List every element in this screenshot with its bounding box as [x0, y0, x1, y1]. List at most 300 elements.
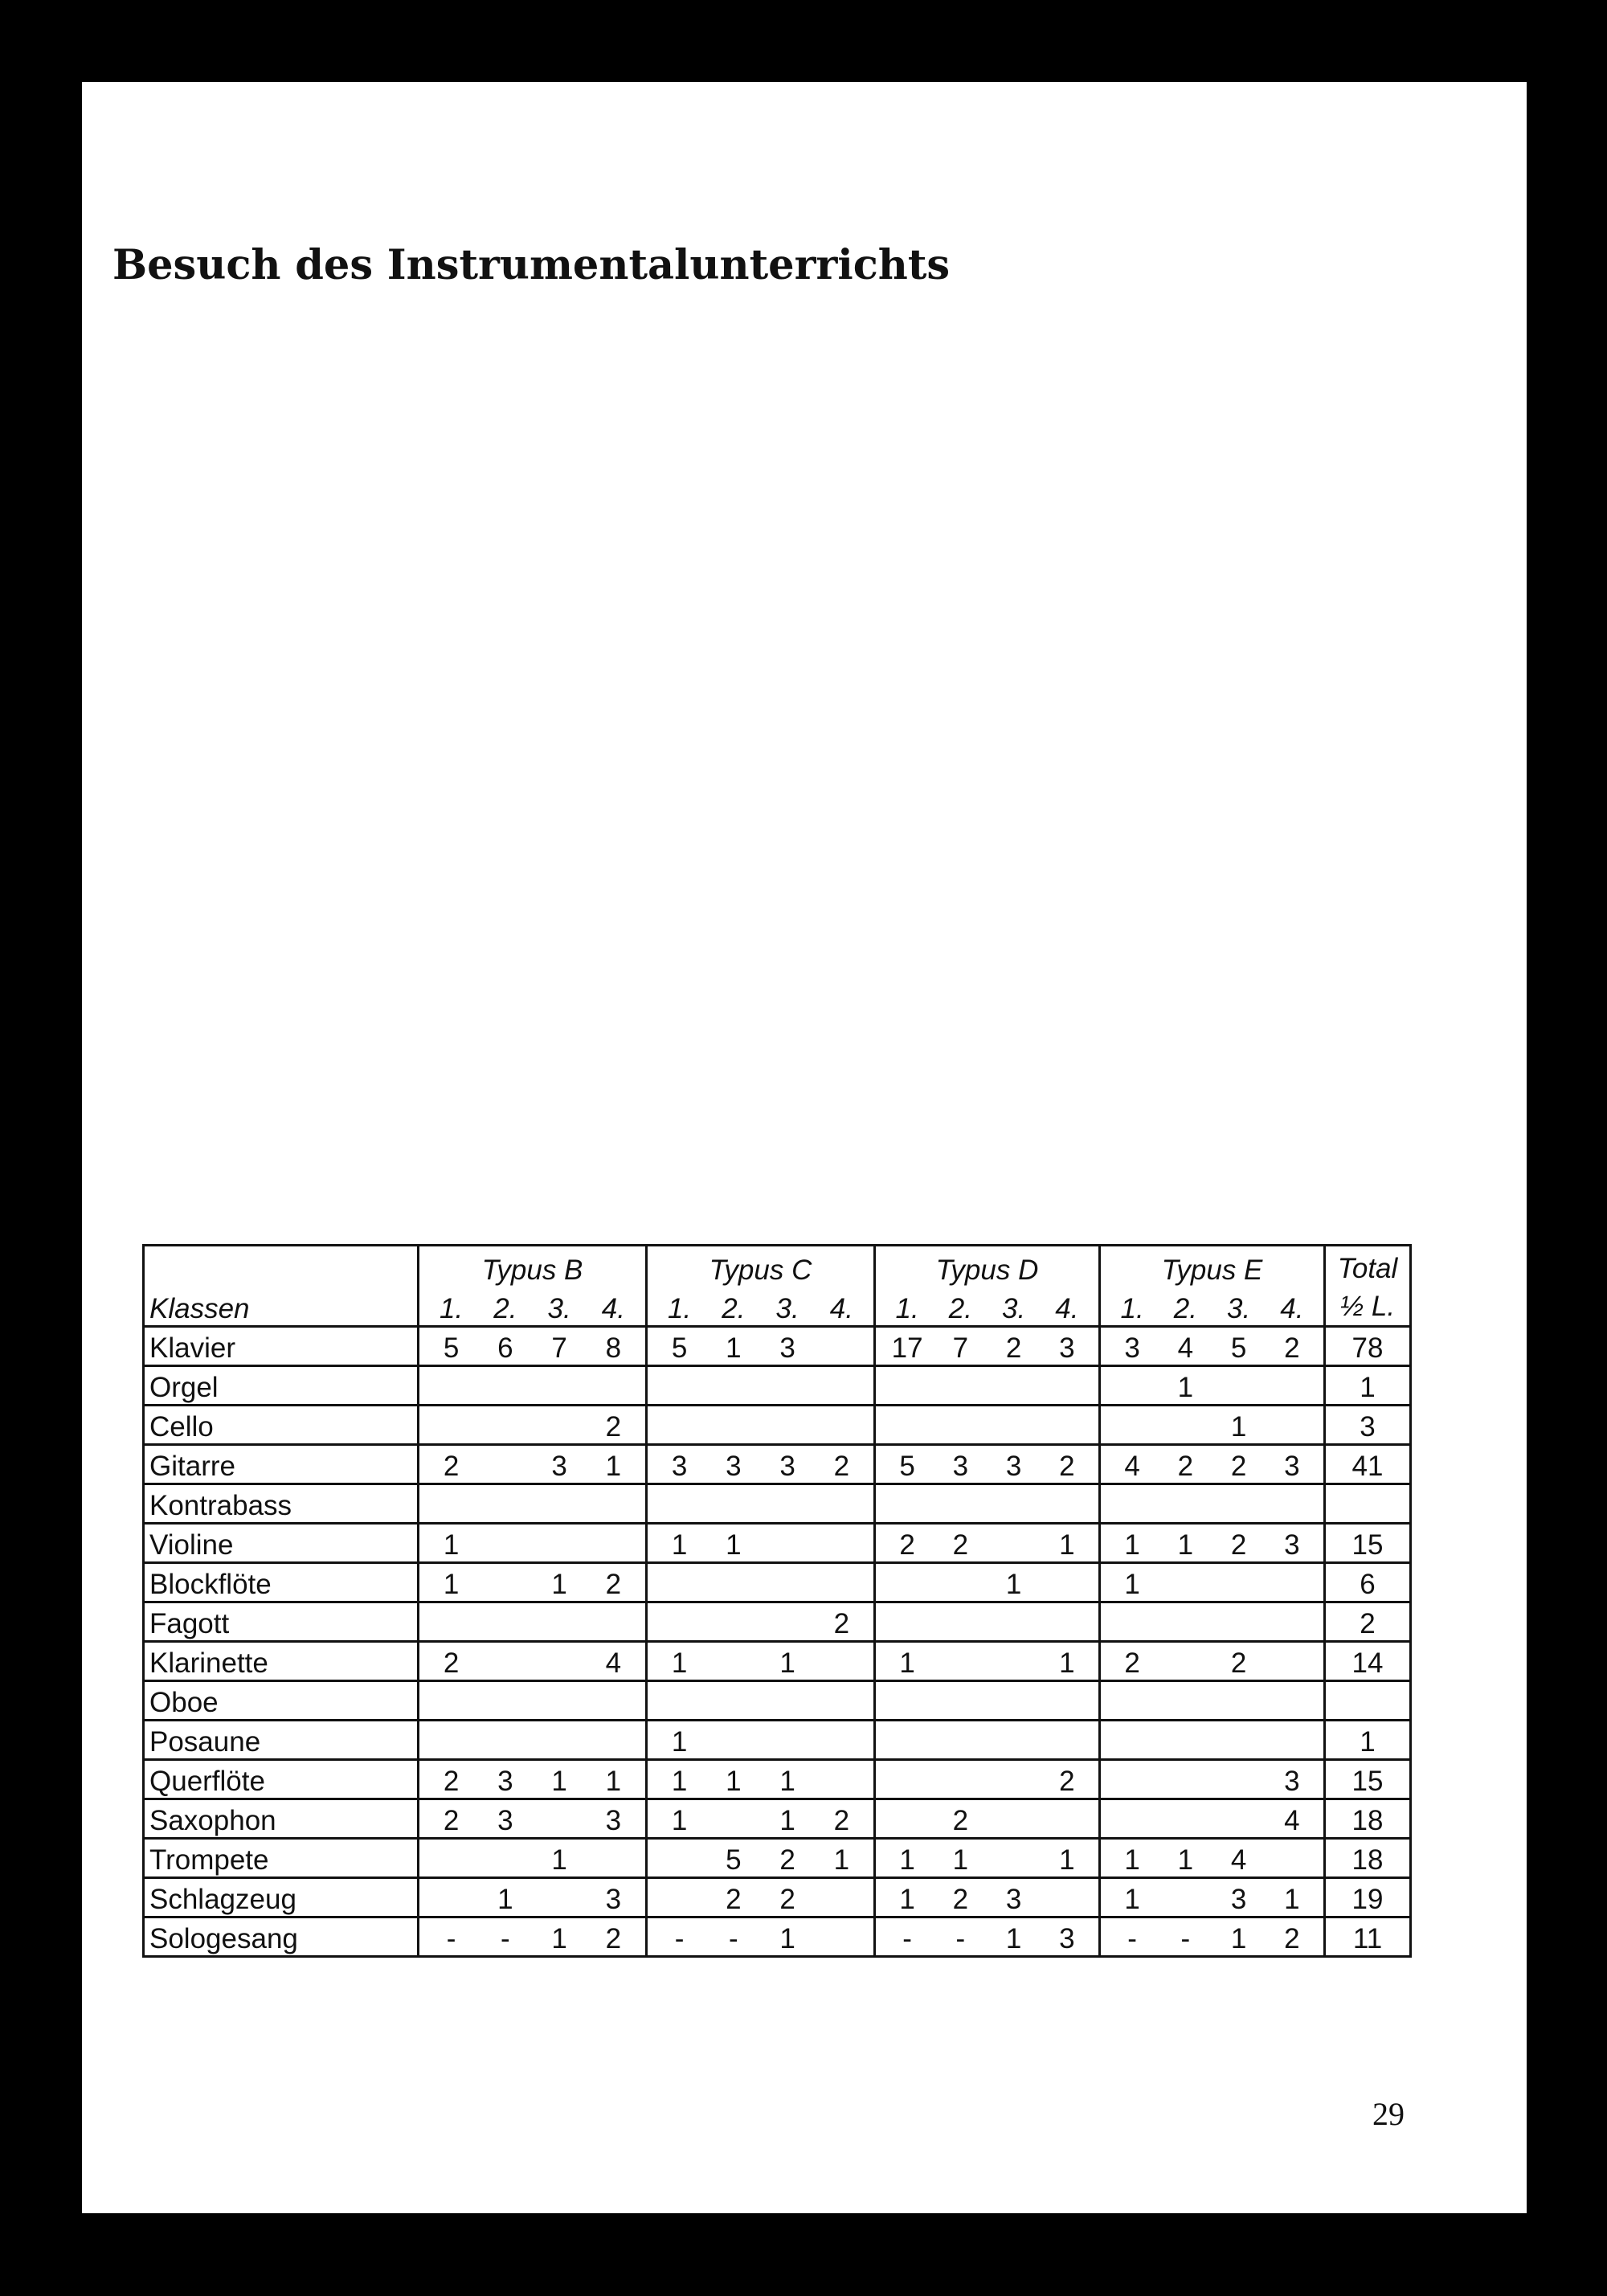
group-header-d — [875, 1246, 1100, 1327]
value-cell: 1 — [671, 1726, 688, 1758]
group-cell — [419, 1406, 647, 1445]
group-cell — [647, 1642, 875, 1681]
value-cell — [1212, 1805, 1266, 1837]
group-cell — [419, 1484, 647, 1524]
group-cell — [419, 1760, 647, 1799]
value-cell — [881, 1569, 934, 1601]
group-cell — [419, 1799, 647, 1839]
group-title: Typus C — [709, 1254, 812, 1286]
value-cell: 1 — [779, 1805, 795, 1836]
value-cell — [478, 1647, 532, 1680]
value-cell: 1 — [671, 1766, 688, 1797]
group-cell — [875, 1878, 1100, 1917]
value-cell — [1212, 1372, 1266, 1404]
group-cell — [647, 1524, 875, 1563]
group-cell — [419, 1721, 647, 1760]
value-cell — [815, 1726, 869, 1758]
value-cell — [1159, 1805, 1212, 1837]
value-cell: 1 — [726, 1332, 742, 1364]
value-cell — [761, 1529, 815, 1561]
value-cell: 1 — [779, 1923, 795, 1954]
value-cell: 2 — [605, 1411, 622, 1443]
group-cell — [1100, 1366, 1325, 1406]
value-cell: 1 — [1177, 1372, 1194, 1403]
value-cell — [1266, 1411, 1319, 1443]
value-cell — [1159, 1884, 1212, 1916]
value-cell — [988, 1805, 1041, 1837]
value-cell: - — [1180, 1923, 1191, 1954]
sub-label: 3. — [1227, 1293, 1251, 1324]
group-cell — [419, 1642, 647, 1681]
group-cell — [419, 1602, 647, 1642]
value-cell — [881, 1766, 934, 1798]
value-cell: 2 — [899, 1529, 915, 1561]
instrument-name: Saxophon — [144, 1799, 419, 1839]
value-cell: 17 — [891, 1332, 923, 1364]
value-cell: 3 — [779, 1332, 795, 1364]
value-cell: 2 — [833, 1805, 850, 1836]
value-cell: 1 — [833, 1844, 850, 1876]
total-cell — [1325, 1484, 1411, 1524]
sub-label: 3. — [547, 1293, 571, 1324]
value-cell — [652, 1608, 706, 1640]
group-cell — [1100, 1524, 1325, 1563]
group-cell — [1100, 1917, 1325, 1957]
group-cell — [647, 1681, 875, 1721]
value-cell — [1106, 1766, 1159, 1798]
table-row — [144, 1839, 1411, 1878]
group-cell — [1100, 1484, 1325, 1524]
value-cell: 1 — [899, 1884, 915, 1915]
value-cell — [1266, 1647, 1319, 1680]
value-cell — [587, 1844, 640, 1876]
value-cell: 5 — [671, 1332, 688, 1364]
group-cell — [647, 1799, 875, 1839]
value-cell — [1266, 1844, 1319, 1876]
group-cell — [419, 1366, 647, 1406]
sub-label: 4. — [1280, 1293, 1304, 1324]
instrument-name: Trompete — [144, 1839, 419, 1878]
value-cell: 2 — [443, 1647, 460, 1679]
value-cell — [815, 1647, 869, 1680]
group-cell — [419, 1917, 647, 1957]
value-cell — [761, 1608, 815, 1640]
value-cell — [587, 1529, 640, 1561]
value-cell: 1 — [443, 1569, 460, 1600]
value-cell — [1159, 1411, 1212, 1443]
value-cell — [1106, 1805, 1159, 1837]
group-cell — [875, 1917, 1100, 1957]
group-cell — [1100, 1721, 1325, 1760]
total-header — [1325, 1246, 1411, 1327]
value-cell: 2 — [779, 1884, 795, 1915]
value-cell: 2 — [779, 1844, 795, 1876]
value-cell — [988, 1647, 1041, 1680]
value-cell: - — [446, 1923, 456, 1954]
value-cell: 1 — [671, 1805, 688, 1836]
total-cell: 18 — [1325, 1799, 1411, 1839]
value-cell: - — [902, 1923, 912, 1954]
value-cell: 8 — [605, 1332, 622, 1364]
group-cell — [419, 1839, 647, 1878]
value-cell — [1212, 1569, 1266, 1601]
value-cell: 1 — [1124, 1884, 1140, 1915]
value-cell — [881, 1805, 934, 1837]
group-cell — [875, 1681, 1100, 1721]
instrument-name: Orgel — [144, 1366, 419, 1406]
table-row — [144, 1917, 1411, 1957]
value-cell: 2 — [605, 1569, 622, 1600]
total-cell — [1325, 1681, 1411, 1721]
value-cell: 1 — [671, 1647, 688, 1679]
group-title: Typus B — [481, 1254, 583, 1286]
value-cell — [706, 1805, 760, 1837]
sub-label: 1. — [895, 1293, 919, 1324]
value-cell: 3 — [671, 1451, 688, 1482]
value-cell — [815, 1766, 869, 1798]
value-cell — [1266, 1372, 1319, 1404]
instrument-name: Klavier — [144, 1327, 419, 1366]
value-cell: 2 — [1059, 1451, 1075, 1482]
group-cell — [1100, 1642, 1325, 1681]
total-cell: 2 — [1325, 1602, 1411, 1642]
table-row — [144, 1681, 1411, 1721]
total-cell: 15 — [1325, 1760, 1411, 1799]
table-row — [144, 1406, 1411, 1445]
group-cell — [1100, 1760, 1325, 1799]
group-cell — [875, 1445, 1100, 1484]
group-cell — [647, 1839, 875, 1878]
group-cell — [647, 1878, 875, 1917]
total-cell: 15 — [1325, 1524, 1411, 1563]
value-cell — [706, 1726, 760, 1758]
total-cell: 78 — [1325, 1327, 1411, 1366]
table-row — [144, 1760, 1411, 1799]
value-cell — [533, 1529, 587, 1561]
group-cell — [1100, 1327, 1325, 1366]
value-cell — [424, 1884, 478, 1916]
value-cell — [1041, 1805, 1094, 1837]
value-cell: 1 — [726, 1529, 742, 1561]
value-cell: 2 — [1005, 1332, 1022, 1364]
value-cell — [533, 1805, 587, 1837]
value-cell: 3 — [726, 1451, 742, 1482]
value-cell: 1 — [1177, 1529, 1194, 1561]
value-cell: 1 — [497, 1884, 513, 1915]
group-cell — [875, 1642, 1100, 1681]
value-cell: 2 — [443, 1805, 460, 1836]
group-cell — [875, 1760, 1100, 1799]
table-row — [144, 1445, 1411, 1484]
group-cell — [419, 1327, 647, 1366]
value-cell: - — [1127, 1923, 1137, 1954]
group-cell — [647, 1917, 875, 1957]
value-cell — [706, 1608, 760, 1640]
value-cell: 3 — [605, 1884, 622, 1915]
value-cell: 1 — [779, 1647, 795, 1679]
value-cell: 1 — [551, 1844, 567, 1876]
value-cell: 2 — [1177, 1451, 1194, 1482]
group-cell — [875, 1524, 1100, 1563]
value-cell: 4 — [1124, 1451, 1140, 1482]
value-cell: 1 — [1230, 1411, 1247, 1443]
value-cell: 5 — [443, 1332, 460, 1364]
value-cell — [1159, 1647, 1212, 1680]
value-cell: 4 — [1230, 1844, 1247, 1876]
value-cell: 1 — [1177, 1844, 1194, 1876]
instrument-name: Posaune — [144, 1721, 419, 1760]
value-cell: 2 — [952, 1884, 969, 1915]
value-cell: 2 — [1124, 1647, 1140, 1679]
value-cell: 1 — [1005, 1569, 1022, 1600]
instrument-name: Oboe — [144, 1681, 419, 1721]
value-cell — [988, 1529, 1041, 1561]
group-cell — [647, 1366, 875, 1406]
value-cell: 3 — [779, 1451, 795, 1482]
table-row — [144, 1602, 1411, 1642]
group-header-b — [419, 1246, 647, 1327]
value-cell — [761, 1726, 815, 1758]
value-cell: 1 — [1124, 1529, 1140, 1561]
value-cell — [478, 1844, 532, 1876]
instrument-name: Schlagzeug — [144, 1878, 419, 1917]
value-cell: 3 — [1284, 1451, 1300, 1482]
value-cell: 1 — [1124, 1569, 1140, 1600]
value-cell: 3 — [1005, 1884, 1022, 1915]
value-cell — [815, 1884, 869, 1916]
group-header-e — [1100, 1246, 1325, 1327]
table-row — [144, 1642, 1411, 1681]
group-cell — [647, 1445, 875, 1484]
value-cell — [478, 1569, 532, 1601]
value-cell: 5 — [1230, 1332, 1247, 1364]
value-cell — [424, 1411, 478, 1443]
value-cell: 2 — [443, 1451, 460, 1482]
value-cell — [533, 1647, 587, 1680]
value-cell — [1266, 1569, 1319, 1601]
total-cell: 3 — [1325, 1406, 1411, 1445]
group-cell — [647, 1406, 875, 1445]
group-cell — [419, 1681, 647, 1721]
value-cell: 1 — [726, 1766, 742, 1797]
value-cell: 1 — [671, 1529, 688, 1561]
value-cell — [652, 1844, 706, 1876]
value-cell: - — [674, 1923, 685, 1954]
group-cell — [647, 1563, 875, 1602]
value-cell: 2 — [726, 1884, 742, 1915]
group-cell — [875, 1799, 1100, 1839]
sub-label: 2. — [722, 1293, 746, 1324]
value-cell: 2 — [605, 1923, 622, 1954]
group-cell — [875, 1366, 1100, 1406]
value-cell: 1 — [1230, 1923, 1247, 1954]
value-cell: 7 — [551, 1332, 567, 1364]
value-cell: 1 — [443, 1529, 460, 1561]
table-row — [144, 1799, 1411, 1839]
value-cell — [424, 1844, 478, 1876]
total-label: Total — [1337, 1252, 1398, 1284]
sub-label: 1. — [1120, 1293, 1144, 1324]
page-number: 29 — [1372, 2096, 1405, 2132]
value-cell — [815, 1923, 869, 1955]
value-cell: 2 — [833, 1451, 850, 1482]
value-cell: 2 — [1230, 1529, 1247, 1561]
value-cell — [478, 1529, 532, 1561]
total-cell: 14 — [1325, 1642, 1411, 1681]
instrument-name: Violine — [144, 1524, 419, 1563]
total-cell: 41 — [1325, 1445, 1411, 1484]
value-cell: 2 — [1230, 1647, 1247, 1679]
value-cell: 5 — [726, 1844, 742, 1876]
value-cell: 1 — [899, 1647, 915, 1679]
value-cell — [478, 1451, 532, 1483]
value-cell — [533, 1411, 587, 1443]
group-cell — [419, 1878, 647, 1917]
value-cell: 3 — [605, 1805, 622, 1836]
group-cell — [875, 1327, 1100, 1366]
value-cell: 1 — [605, 1766, 622, 1797]
table-row — [144, 1327, 1411, 1366]
table-row — [144, 1563, 1411, 1602]
group-cell — [647, 1327, 875, 1366]
instrument-name: Kontrabass — [144, 1484, 419, 1524]
group-cell — [419, 1445, 647, 1484]
value-cell — [1041, 1884, 1094, 1916]
instrument-name: Blockflöte — [144, 1563, 419, 1602]
klassen-header: Klassen — [144, 1246, 419, 1327]
value-cell: 4 — [1284, 1805, 1300, 1836]
value-cell: 5 — [899, 1451, 915, 1482]
instrument-name: Querflöte — [144, 1760, 419, 1799]
group-header-c — [647, 1246, 875, 1327]
value-cell: 1 — [605, 1451, 622, 1482]
value-cell: 1 — [1059, 1529, 1075, 1561]
value-cell: 1 — [551, 1766, 567, 1797]
value-cell — [815, 1529, 869, 1561]
value-cell — [988, 1766, 1041, 1798]
value-cell — [478, 1411, 532, 1443]
total-cell: 6 — [1325, 1563, 1411, 1602]
value-cell: - — [501, 1923, 510, 1954]
value-cell: 3 — [1284, 1529, 1300, 1561]
group-cell — [647, 1602, 875, 1642]
table-header-row — [144, 1246, 1411, 1327]
group-cell — [1100, 1878, 1325, 1917]
group-cell — [875, 1563, 1100, 1602]
group-title: Typus D — [935, 1254, 1039, 1286]
value-cell: - — [955, 1923, 966, 1954]
sub-label: 3. — [775, 1293, 799, 1324]
value-cell: - — [729, 1923, 738, 1954]
table-row — [144, 1524, 1411, 1563]
value-cell: 2 — [1284, 1923, 1300, 1954]
value-cell: 1 — [952, 1844, 969, 1876]
sub-label: 2. — [1173, 1293, 1197, 1324]
value-cell — [533, 1884, 587, 1916]
value-cell: 3 — [497, 1766, 513, 1797]
value-cell: 3 — [1230, 1884, 1247, 1915]
value-cell: 1 — [551, 1569, 567, 1600]
value-cell: 3 — [1124, 1332, 1140, 1364]
group-cell — [647, 1721, 875, 1760]
total-cell: 1 — [1325, 1721, 1411, 1760]
group-cell — [1100, 1681, 1325, 1721]
value-cell: 2 — [1284, 1332, 1300, 1364]
total-unit-label: ½ L. — [1339, 1290, 1396, 1322]
table-row — [144, 1878, 1411, 1917]
group-cell — [875, 1484, 1100, 1524]
instrument-name: Klarinette — [144, 1642, 419, 1681]
page-title: Besuch des Instrumentalunterrichts — [112, 241, 951, 289]
table-row — [144, 1721, 1411, 1760]
value-cell: 1 — [1059, 1647, 1075, 1679]
value-cell: 2 — [1059, 1766, 1075, 1797]
group-cell — [1100, 1799, 1325, 1839]
group-cell — [1100, 1563, 1325, 1602]
value-cell: 1 — [899, 1844, 915, 1876]
value-cell: 1 — [1005, 1923, 1022, 1954]
group-cell — [419, 1524, 647, 1563]
group-cell — [1100, 1445, 1325, 1484]
value-cell — [815, 1332, 869, 1365]
group-cell — [647, 1760, 875, 1799]
value-cell: 3 — [1059, 1332, 1075, 1364]
value-cell — [1159, 1569, 1212, 1601]
group-cell — [875, 1406, 1100, 1445]
group-title: Typus E — [1161, 1254, 1263, 1286]
instrument-name: Fagott — [144, 1602, 419, 1642]
value-cell: 1 — [1284, 1884, 1300, 1915]
value-cell: 2 — [952, 1529, 969, 1561]
value-cell — [1041, 1569, 1094, 1601]
value-cell: 2 — [443, 1766, 460, 1797]
instrument-table — [142, 1244, 1412, 1958]
value-cell — [988, 1844, 1041, 1876]
group-cell — [875, 1602, 1100, 1642]
sub-label: 4. — [829, 1293, 853, 1324]
total-cell: 1 — [1325, 1366, 1411, 1406]
sub-label: 4. — [601, 1293, 625, 1324]
total-cell: 11 — [1325, 1917, 1411, 1957]
value-cell — [934, 1569, 987, 1601]
value-cell: 3 — [497, 1805, 513, 1836]
group-cell — [1100, 1839, 1325, 1878]
group-cell — [647, 1484, 875, 1524]
value-cell: 1 — [1124, 1844, 1140, 1876]
sub-label: 1. — [668, 1293, 692, 1324]
sub-label: 3. — [1002, 1293, 1026, 1324]
value-cell: 2 — [952, 1805, 969, 1836]
sub-label: 4. — [1055, 1293, 1079, 1324]
value-cell: 3 — [952, 1451, 969, 1482]
instrument-name: Gitarre — [144, 1445, 419, 1484]
total-cell: 19 — [1325, 1878, 1411, 1917]
total-cell: 18 — [1325, 1839, 1411, 1878]
sub-label: 2. — [493, 1293, 517, 1324]
value-cell: 3 — [551, 1451, 567, 1482]
value-cell: 3 — [1284, 1766, 1300, 1797]
group-cell — [1100, 1602, 1325, 1642]
group-cell — [875, 1721, 1100, 1760]
group-cell — [1100, 1406, 1325, 1445]
instrument-name: Sologesang — [144, 1917, 419, 1957]
value-cell: 1 — [1059, 1844, 1075, 1876]
table-row — [144, 1484, 1411, 1524]
value-cell — [1106, 1372, 1159, 1404]
value-cell — [1212, 1766, 1266, 1798]
value-cell — [652, 1884, 706, 1916]
value-cell: 1 — [779, 1766, 795, 1797]
